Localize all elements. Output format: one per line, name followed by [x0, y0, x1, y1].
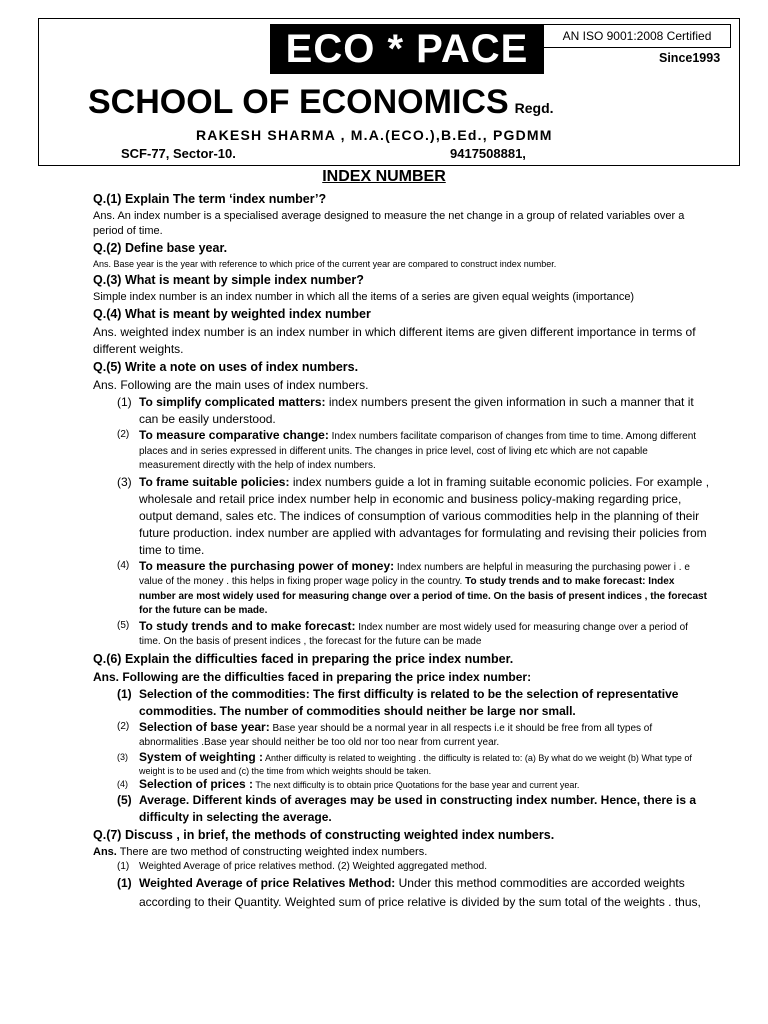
answer-3: Simple index number is an index number in which all the items of a series are given equal weights (importance): [93, 291, 635, 303]
answer-2: Ans. Base year is the year with reference to which price of the current year are compared to construct index number.: [93, 259, 557, 269]
list-item: (3) System of weighting : Anther difficulty is related to weighting . the difficulty is related to: (a) By what do we weight (b) What type of weight is to be used and (c) the time from which weights should be taken.: [117, 749, 692, 776]
document-body: [93, 190, 711, 912]
answer-7-intro: Ans. There are two method of constructing weighted index numbers.: [93, 845, 428, 858]
answer-6-intro: Ans. Following are the difficulties faced in preparing the price index number:: [93, 669, 532, 684]
answer-1: Ans. An index number is a specialised average designed to measure the net change in a group of related variables over a period of time.: [93, 210, 685, 237]
answer-4: Ans. weighted index number is an index number in which different items are given different importance in terms of different weights.: [93, 325, 696, 356]
question-1: Q.(1) Explain The term ‘index number’?: [93, 192, 327, 206]
list-item: (4) Selection of prices : The next difficulty is to obtain price Quotations for the base year and current year.: [117, 776, 580, 791]
answer-5-intro: Ans. Following are the main uses of index numbers.: [93, 378, 369, 392]
address: SCF-77, Sector-10.: [121, 146, 236, 161]
document-title: INDEX NUMBER: [322, 168, 446, 185]
since-year: Since1993: [659, 51, 721, 65]
eco-pace-logo: ECO * PACE: [270, 24, 544, 74]
school-name: [88, 83, 554, 122]
list-item: (5) To study trends and to make forecast: Index number are most widely used for measuring change over a period of time. On the basis of present indices , the forecast for the future can be made: [117, 618, 688, 647]
iso-certification-badge: AN ISO 9001:2008 Certified: [543, 24, 731, 48]
list-item: (1) Weighted Average of price Relatives Method: Under this method commodities are accorded weights according to their Quantity. Weighted sum of price relative is divided by the sum total of the weights . thus,: [117, 876, 701, 909]
list-item: (2) Selection of base year: Base year should be a normal year in all respects i.e it should be free from all types of abnormalities .Base year should neither be too old nor too near from current year.: [117, 719, 653, 748]
list-item: (1) To simplify complicated matters: index numbers present the given information in such a manner that it can be easily understood.: [117, 395, 694, 426]
list-item: (2) To measure comparative change: Index numbers facilitate comparison of changes from time to time. Among different places and in series expressed in different units. The changes in price level, cost of living etc which are not capable measurement directly with the help of index numbers.: [117, 428, 697, 471]
regd-label: Regd.: [514, 100, 554, 116]
question-2: Q.(2) Define base year.: [93, 241, 228, 255]
question-5: Q.(5) Write a note on uses of index numbers.: [93, 360, 359, 374]
school-name-text: SCHOOL OF ECONOMICS: [88, 83, 509, 121]
question-7: Q.(7) Discuss , in brief, the methods of constructing weighted index numbers.: [93, 827, 555, 842]
list-item: (1) Weighted Average of price relatives method. (2) Weighted aggregated method.: [117, 860, 487, 872]
question-4: Q.(4) What is meant by weighted index number: [93, 307, 371, 321]
list-item: (4) To measure the purchasing power of money: Index numbers are helpful in measuring the purchasing power i . e value of the money . this helps in fixing proper wage policy in the country. To study trends and to make forecast: Index number are most widely used for measuring change over a period of time. On the basis of present indices , the forecast for the future can be made.: [117, 558, 707, 616]
phone-number: 9417508881,: [450, 146, 526, 161]
list-item: (3) To frame suitable policies: index numbers guide a lot in framing suitable economic policies. For example , wholesale and retail price index number help in economic and business policy-making regarding price, output demand, sales etc. The indices of consumption of various commodities help in the planning of their future production. index number are applied with advantages for formulating and revising their policies from time to time.: [117, 474, 710, 557]
list-item: (1) Selection of the commodities: The first difficulty is related to be the selection of representative commodities. The number of commodities should neither be large nor small.: [117, 686, 679, 718]
list-item: (5) Average. Different kinds of averages may be used in constructing index number. Hence, there is a difficulty in selecting the average.: [117, 792, 697, 824]
question-3: Q.(3) What is meant by simple index number?: [93, 273, 364, 287]
owner-credentials: RAKESH SHARMA , M.A.(ECO.),B.Ed., PGDMM: [196, 127, 553, 143]
question-6: Q.(6) Explain the difficulties faced in preparing the price index number.: [93, 651, 514, 666]
